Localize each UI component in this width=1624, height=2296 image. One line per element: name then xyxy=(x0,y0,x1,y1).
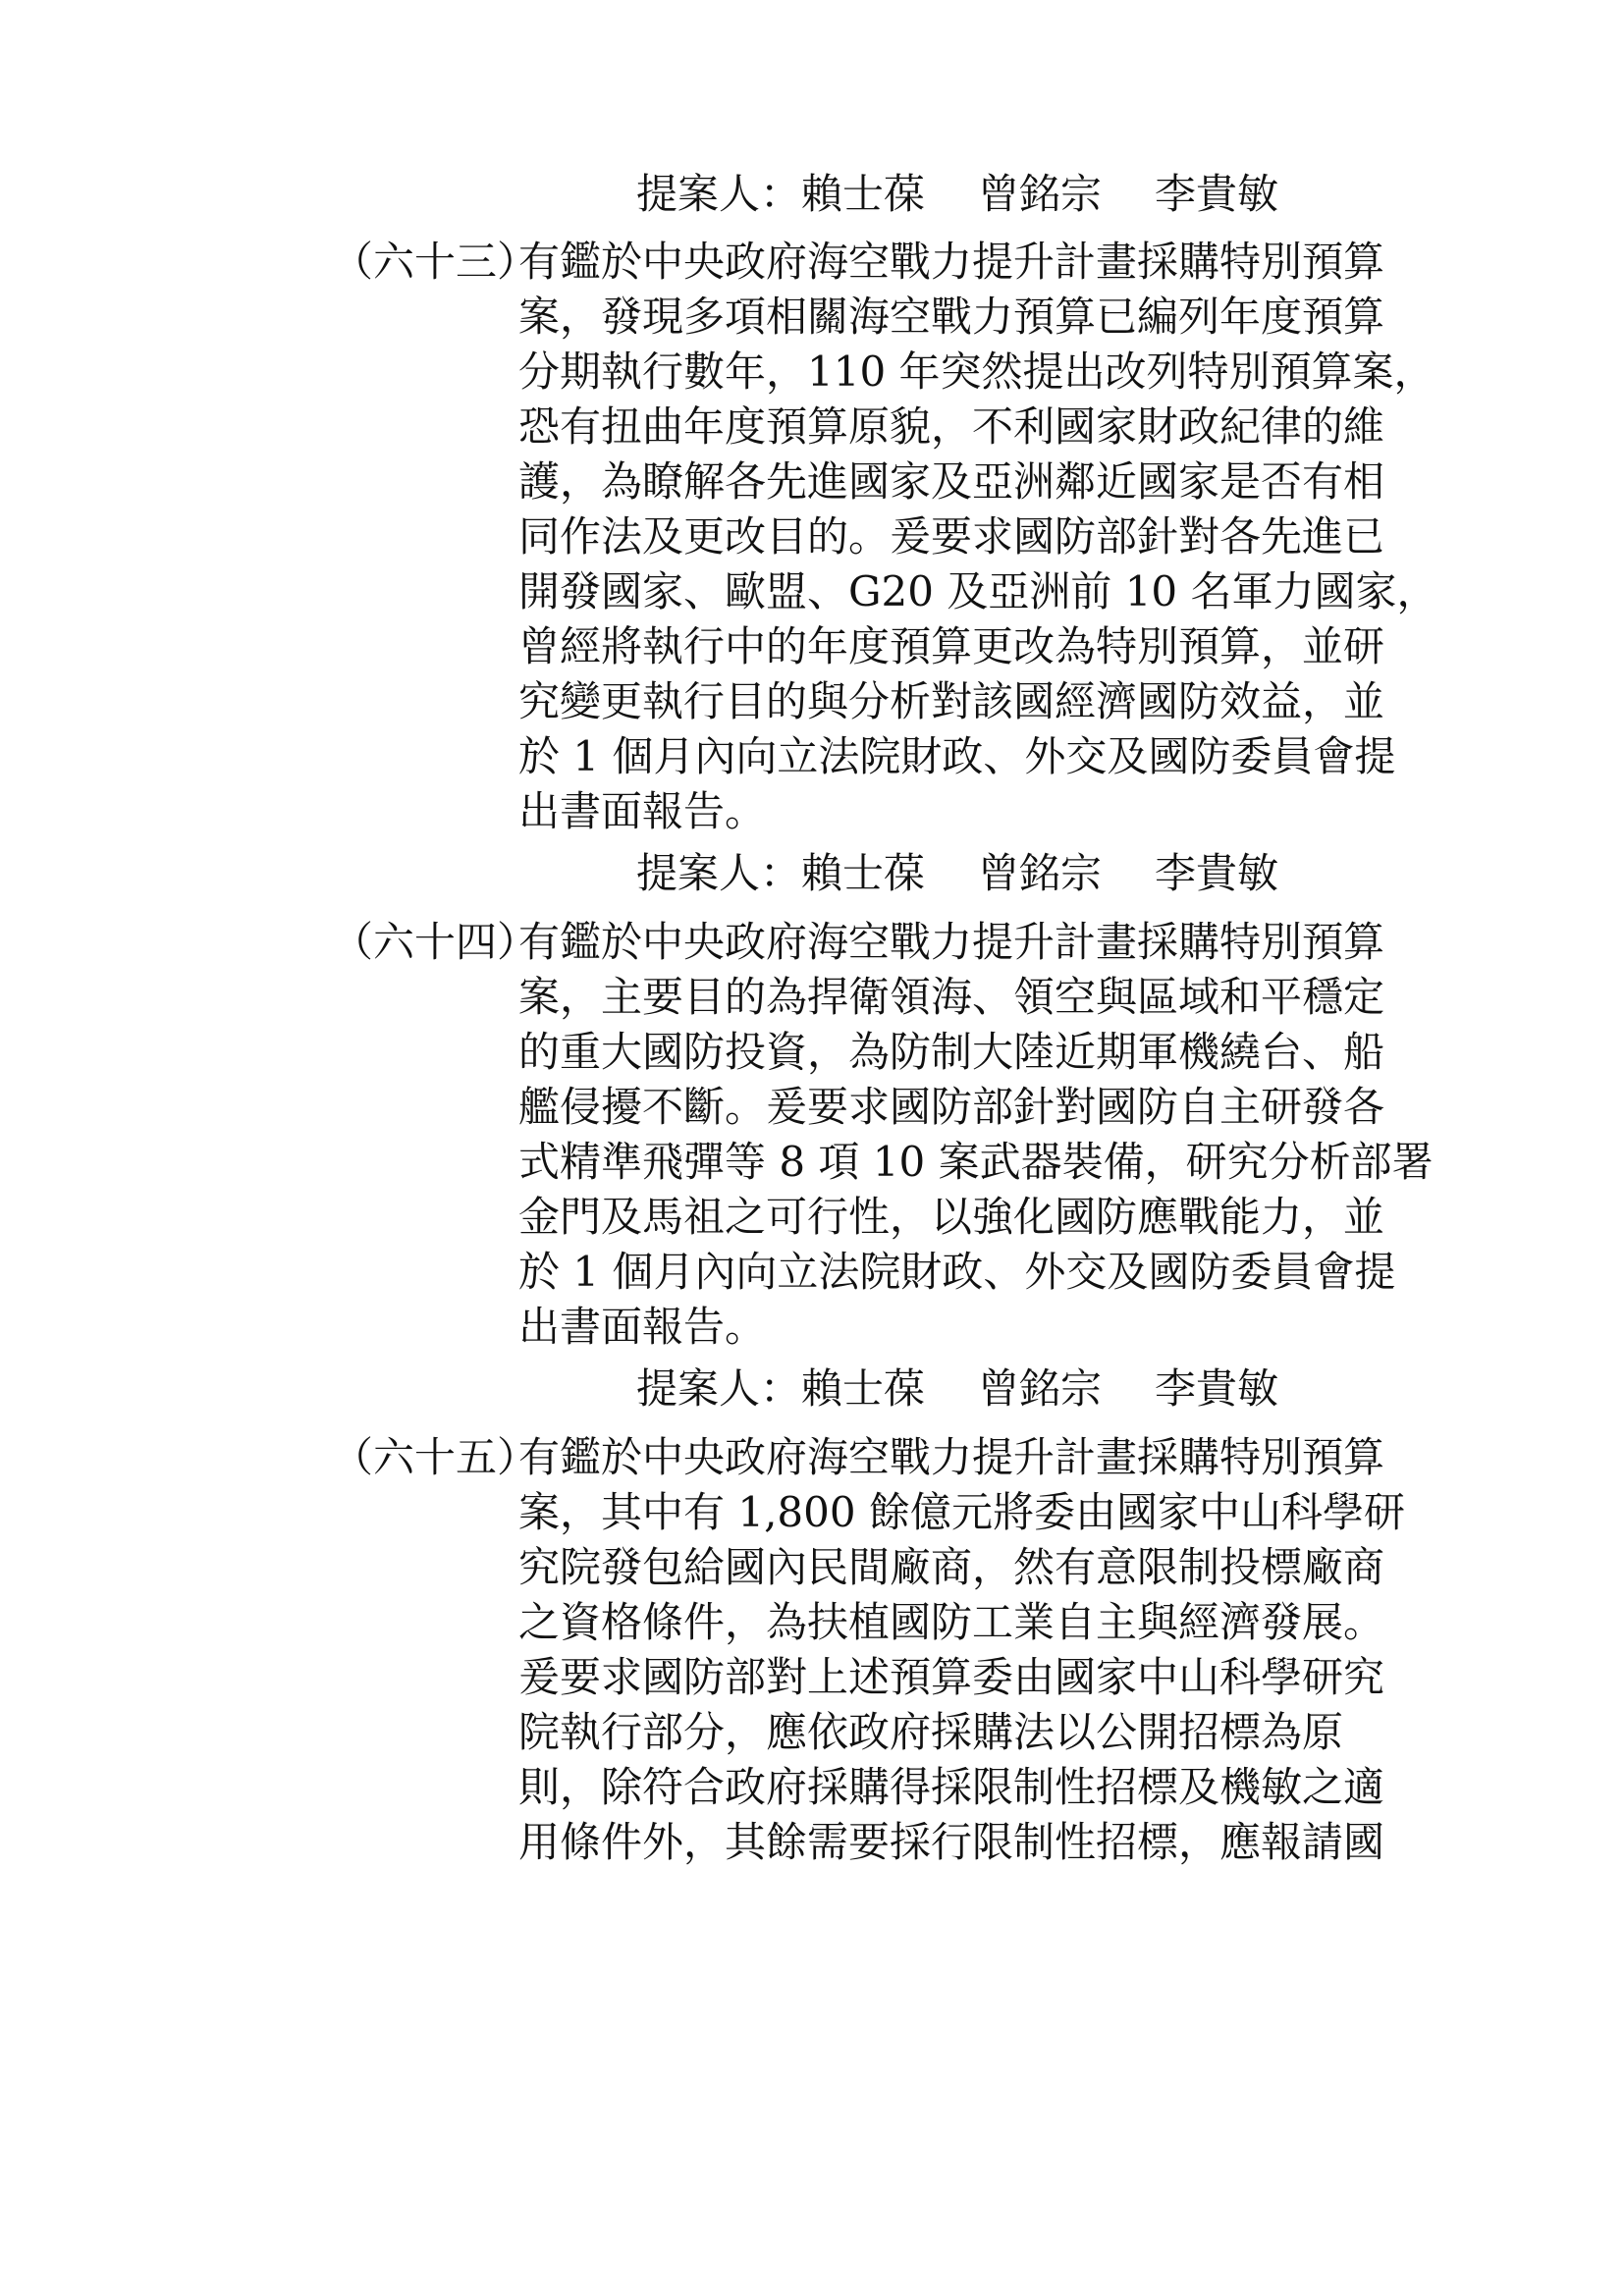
item-number: （六十四） xyxy=(332,918,539,966)
proposer-label: 提案人： xyxy=(636,849,802,897)
proposer-line xyxy=(636,167,1278,222)
proposer-line xyxy=(636,846,1278,901)
paragraph-line: 有鑑於中央政府海空戰力提升計畫採購特別預算 xyxy=(518,238,1385,286)
paragraph-line: 於 1 個月內向立法院財政、外交及國防委員會提 xyxy=(518,732,1396,780)
paragraph-line: 的重大國防投資，為防制大陸近期軍機繞台、船 xyxy=(518,1028,1385,1076)
paragraph-line: 用條件外，其餘需要採行限制性招標，應報請國 xyxy=(518,1818,1385,1866)
paragraph-line: 恐有扭曲年度預算原貌，不利國家財政紀律的維 xyxy=(518,402,1385,451)
paragraph-line: 案，其中有 1,800 餘億元將委由國家中山科學研 xyxy=(518,1488,1405,1536)
paragraph-line: 出書面報告。 xyxy=(518,1303,767,1351)
proposer-name: 賴士葆 xyxy=(801,1364,926,1413)
paragraph-line: 金門及馬祖之可行性，以強化國防應戰能力，並 xyxy=(518,1193,1385,1241)
paragraph-line: 爰要求國防部對上述預算委由國家中山科學研究 xyxy=(518,1653,1385,1701)
paragraph-line: 有鑑於中央政府海空戰力提升計畫採購特別預算 xyxy=(518,918,1385,966)
paragraph-line: 於 1 個月內向立法院財政、外交及國防委員會提 xyxy=(518,1248,1396,1296)
paragraph-line: 有鑑於中央政府海空戰力提升計畫採購特別預算 xyxy=(518,1433,1385,1481)
proposer-line xyxy=(636,1362,1278,1416)
proposer-label: 提案人： xyxy=(636,1364,802,1413)
paragraph-line: 艦侵擾不斷。爰要求國防部針對國防自主研發各 xyxy=(518,1083,1385,1131)
proposer-name: 曾銘宗 xyxy=(978,849,1103,897)
paragraph-line: 曾經將執行中的年度預算更改為特別預算，並研 xyxy=(518,622,1385,670)
proposer-name: 曾銘宗 xyxy=(978,1364,1103,1413)
item-number: （六十五） xyxy=(332,1433,539,1481)
paragraph-line: 案，主要目的為捍衛領海、領空與區域和平穩定 xyxy=(518,973,1385,1021)
proposer-name: 李貴敏 xyxy=(1155,1364,1279,1413)
paragraph-line: 究院發包給國內民間廠商，然有意限制投標廠商 xyxy=(518,1543,1385,1591)
paragraph-line: 究變更執行目的與分析對該國經濟國防效益，並 xyxy=(518,677,1385,725)
paragraph-line: 開發國家、歐盟、G20 及亞洲前 10 名軍力國家， xyxy=(518,567,1438,615)
proposer-label: 提案人： xyxy=(636,170,802,218)
paragraph-line: 分期執行數年，110 年突然提出改列特別預算案， xyxy=(518,347,1435,396)
paragraph-line: 護，為瞭解各先進國家及亞洲鄰近國家是否有相 xyxy=(518,457,1385,506)
paragraph-line: 則，除符合政府採購得採限制性招標及機敏之適 xyxy=(518,1763,1385,1811)
proposer-name: 曾銘宗 xyxy=(978,170,1103,218)
proposer-name: 賴士葆 xyxy=(801,849,926,897)
proposer-name: 李貴敏 xyxy=(1155,849,1279,897)
paragraph-line: 案，發現多項相關海空戰力預算已編列年度預算 xyxy=(518,293,1385,341)
paragraph-line: 式精準飛彈等 8 項 10 案武器裝備，研究分析部署 xyxy=(518,1138,1434,1186)
proposer-name: 李貴敏 xyxy=(1155,170,1279,218)
paragraph-line: 同作法及更改目的。爰要求國防部針對各先進已 xyxy=(518,512,1385,561)
paragraph-line: 之資格條件，為扶植國防工業自主與經濟發展。 xyxy=(518,1598,1385,1646)
paragraph-line: 出書面報告。 xyxy=(518,787,767,835)
paragraph-line: 院執行部分，應依政府採購法以公開招標為原 xyxy=(518,1708,1344,1756)
item-number: （六十三） xyxy=(332,238,539,286)
proposer-name: 賴士葆 xyxy=(801,170,926,218)
